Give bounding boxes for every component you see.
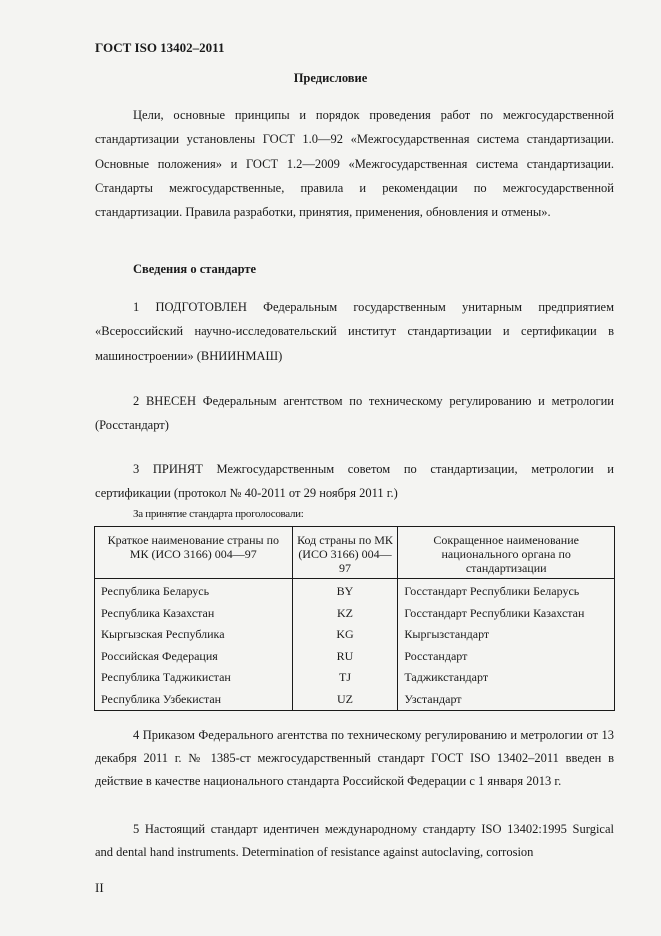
cell-code: TJ (292, 667, 398, 689)
item-4-paragraph: 4 Приказом Федерального агентства по техническому регулированию и метрологии от 13 декабря 2011 г. № 1385-ст межгосударственный стандарт ГОСТ ISO 13402–2011 введен в действие в качестве национального стандарта Российской Федерации с 1 января 2013 г. (95, 728, 614, 788)
cell-organization: Кыргызстандарт (398, 624, 615, 646)
cell-organization: Узстандарт (398, 689, 615, 711)
table-row (95, 603, 615, 625)
cell-country: Республика Казахстан (95, 603, 293, 625)
intro-paragraph: Цели, основные принципы и порядок проведения работ по межгосударственной стандартизации установлены ГОСТ 1.0—92 «Межгосударственная система стандартизации. Основные положения» и ГОСТ 1.2—2009 «Межгосударственная система стандартизации. Стандарты межгосударственные, правила и рекомендации по межгосударственной стандартизации. Правила разработки, принятия, применения, обновления и отмены». (95, 108, 614, 220)
table-row (95, 689, 615, 711)
header-country: Краткое наименование страны по МК (ИСО 3166) 004—97 (95, 527, 293, 579)
cell-code: KG (292, 624, 398, 646)
table-row (95, 579, 615, 603)
cell-organization: Таджикстандарт (398, 667, 615, 689)
cell-country: Российская Федерация (95, 646, 293, 668)
cell-organization: Госстандарт Республики Казахстан (398, 603, 615, 625)
cell-country: Республика Таджикистан (95, 667, 293, 689)
item-5-paragraph: 5 Настоящий стандарт идентичен международному стандарту ISO 13402:1995 Surgical and dental hand instruments. Determination of resistance against autoclaving, corrosion (95, 822, 614, 859)
cell-organization: Госстандарт Республики Беларусь (398, 579, 615, 603)
cell-code: KZ (292, 603, 398, 625)
cell-organization: Росстандарт (398, 646, 615, 668)
table-row (95, 646, 615, 668)
cell-country: Республика Беларусь (95, 579, 293, 603)
cell-code: UZ (292, 689, 398, 711)
page-number: II (95, 880, 104, 895)
header-code: Код страны по МК (ИСО 3166) 004—97 (292, 527, 398, 579)
table-row (95, 667, 615, 689)
item-1-paragraph: 1 ПОДГОТОВЛЕН Федеральным государственным унитарным предприятием «Всероссийский научно-исследовательский институт стандартизации и сертификации в машиностроении» (ВНИИНМАШ) (95, 300, 614, 363)
table-row (95, 624, 615, 646)
header-organization: Сокращенное наименование национального органа по стандартизации (398, 527, 615, 579)
item-2-paragraph: 2 ВНЕСЕН Федеральным агентством по техническому регулированию и метрологии (Росстандарт) (95, 394, 614, 433)
cell-code: BY (292, 579, 398, 603)
item-3-paragraph: 3 ПРИНЯТ Межгосударственным советом по стандартизации, метрологии и сертификации (протокол № 40-2011 от 29 ноября 2011 г.) (95, 462, 614, 501)
document-header: ГОСТ ISO 13402–2011 (95, 40, 225, 55)
cell-code: RU (292, 646, 398, 668)
standard-info-heading: Сведения о стандарте (133, 262, 257, 276)
cell-country: Республика Узбекистан (95, 689, 293, 711)
section-title: Предисловие (293, 71, 368, 85)
table-header-row (95, 527, 615, 579)
vote-caption: За принятие стандарта проголосовали: (133, 508, 304, 520)
voting-table (94, 526, 615, 711)
cell-country: Кыргызская Республика (95, 624, 293, 646)
